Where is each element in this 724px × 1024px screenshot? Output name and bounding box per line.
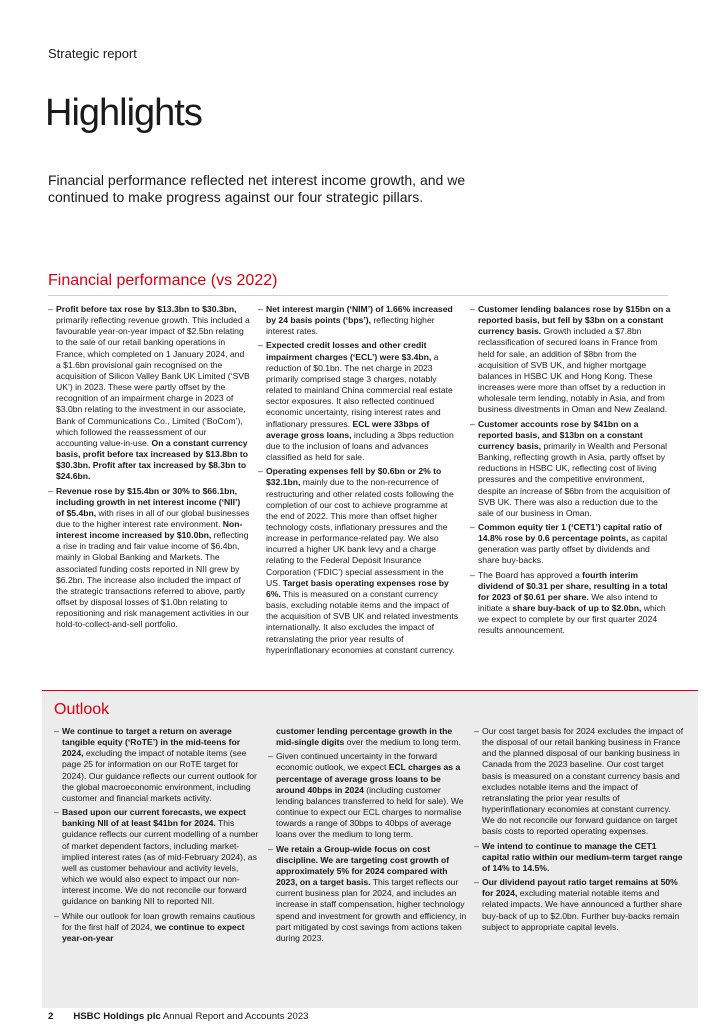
text-run: excluding the impact of notable items (see page 25 for information on our RoTE target for 2024). Our guidance reflects our current outlook for the global macroeconomic environment, including customer and financial markets activity. <box>62 748 257 803</box>
bullet-item <box>474 726 684 838</box>
bold-text-run: Profit before tax rose by $13.3bn to $30.3bn, <box>56 304 237 314</box>
financial-column-2 <box>258 304 460 659</box>
outlook-heading: Outlook <box>54 701 110 718</box>
company-name: HSBC Holdings plc <box>73 1011 161 1022</box>
bold-text-run: fourth interim dividend of $0.31 per share, resulting in a total for 2023 of $0.61 per share. <box>478 569 668 602</box>
text-run: This is measured on a constant currency basis, excluding notable items and the impact of the acquisition of SVB UK and related investments internationally. It also excludes the impact of retranslating the prior year results of hyperinflationary economies at constant currency. <box>266 588 459 655</box>
bullet-item <box>268 751 468 840</box>
bullet-item <box>258 340 460 463</box>
text-run: Our cost target basis for 2024 excludes the impact of the disposal of our retail banking business in France and the planned disposal of our banking business in Canada from the 2023 baseline. Our cost target basis is measured on a constant currency basis and excludes notable items and the impact of retranslating the prior year results of hyperinflationary economies at constant currency. We do not reconcile our forward guidance on target basis costs to reported operating expenses. <box>482 726 684 837</box>
bold-text-run: Net interest margin (‘NIM’) of 1.66% increased by 24 basis points (‘bps’), <box>266 304 453 326</box>
text-run: reflecting higher interest rates. <box>266 315 435 337</box>
bold-text-run: Customer accounts rose by $41bn on a reported basis, and $13bn on a constant currency basis, <box>478 418 643 451</box>
bullet-item <box>474 841 684 874</box>
text-run: over the medium to long term. <box>344 737 461 748</box>
text-run: which we expect to complete by our first quarter 2024 results announcement. <box>478 603 666 636</box>
text-run: mainly due to the non-recurrence of restructuring and other related costs following the completion of our cost to achieve programme at the end of 2022. This more than offset higher technology costs, inflationary pressures and the increase in performance-related pay. We also incurred a higher UK bank levy and a charge relating to the Federal Deposit Insurance Corporation (‘FDIC’) special assessment in the US. <box>266 477 454 588</box>
bold-text-run: Customer lending balances rose by $15bn on a reported basis, but fell by $3bn on a constant currency basis. <box>478 304 671 337</box>
bold-text-run: we continue to expect year-on-year <box>62 921 245 943</box>
outlook-column-2 <box>268 726 468 947</box>
section-divider <box>48 295 668 296</box>
text-run: While our outlook for loan growth remains cautious for the first half of 2024, <box>62 910 255 932</box>
text-run: (including customer lending balances transferred to held for sale). We continue to expect our ECL charges to normalise towards a range of 30bps to 40bps of average loans over the medium to long term. <box>276 784 464 840</box>
bullet-item <box>258 466 460 656</box>
bullet-item <box>470 304 672 416</box>
bold-text-run: We intend to continue to manage the CET1 capital ratio within our medium-term target range of 14% to 14.5%. <box>482 840 683 873</box>
financial-column-1 <box>48 304 250 634</box>
bullet-item <box>470 522 672 567</box>
page-footer <box>48 1011 309 1022</box>
bold-text-run: Target basis operating expenses rose by 6%. <box>266 577 449 599</box>
outlook-continued-text <box>268 726 468 748</box>
section-label: Strategic report <box>48 46 137 61</box>
bullet-item <box>268 844 468 944</box>
bold-text-run: Based upon our current forecasts, we expect banking NII of at least $41bn for 2024. <box>62 807 246 829</box>
report-name: Annual Report and Accounts 2023 <box>160 1011 309 1022</box>
bold-text-run: We continue to target a return on average tangible equity (‘RoTE’) in the mid-teens for 2024, <box>62 726 241 759</box>
bold-text-run: We retain a Group-wide focus on cost discipline. We are targeting cost growth of approximately 5% for 2024 compared with 2023, on a target basis. <box>276 843 450 888</box>
bullet-item <box>470 419 672 519</box>
text-run: The Board has approved a <box>478 569 583 580</box>
bold-text-run: Revenue rose by $15.4bn or 30% to $66.1bn, including growth in net interest income (‘NII’) of $5.4bn, <box>56 485 241 518</box>
bold-text-run: ECL charges as a percentage of average gross loans to be around 40bps in 2024 <box>276 762 461 795</box>
financial-column-3 <box>470 304 672 640</box>
bold-text-run: customer lending percentage growth in the mid-single digits <box>276 726 453 748</box>
text-run: This guidance reflects our current modelling of a number of market dependent factors, including market-implied interest rates (as of mid-February 2024), as well as customer behaviour and activity levels, which we would also expect to impact our non-interest income. We do not reconcile our forward guidance on banking NII to reported NII. <box>62 818 259 907</box>
outlook-top-rule <box>42 690 698 691</box>
bold-text-run: share buy-back of up to $2.0bn, <box>512 603 642 614</box>
bold-text-run: Our dividend payout ratio target remains at 50% for 2024, <box>482 877 678 899</box>
text-run: Growth included a $7.8bn reclassification of secured loans in France from held for sale, an addition of $8bn from the acquisition of SVB UK, and higher mortgage balances in HSBC UK and Hong Kong. These increases were more than offset by a reduction in wholesale term lending, notably in Asia, and from business divestments in Oman and New Zealand. <box>478 326 668 415</box>
bold-text-run: On a constant currency basis, profit before tax increased by $13.8bn to $30.3bn. Profit after tax increased by $8.3bn to $24.6bn. <box>56 437 248 482</box>
lead-paragraph: Financial performance reflected net interest income growth, and we continued to make progress against our four strategic pillars. <box>48 172 466 205</box>
text-run: as capital generation was partly offset by dividends and share buy-backs. <box>478 533 668 566</box>
bold-text-run: Common equity tier 1 (‘CET1’) capital ratio of 14.8% rose by 0.6 percentage points, <box>478 521 662 544</box>
bullet-item <box>54 807 260 907</box>
bold-text-run: Non-interest income increased by $10.0bn, <box>56 518 243 541</box>
bullet-item <box>474 877 684 933</box>
outlook-column-3 <box>474 726 684 936</box>
text-run: This target reflects our current business plan for 2024, and includes an increase in staff compensation, higher technology spend and investment for growth and efficiency, in part mitigated by cost savings from actions taken during 2023. <box>276 877 467 943</box>
text-run: with rises in all of our global businesses due to the higher interest rate environment. <box>56 507 250 529</box>
bullet-item <box>470 570 672 637</box>
outlook-column-1 <box>54 726 260 947</box>
text-run: excluding material notable items and related impacts. We have announced a further share buy-back of up to $2.0bn. Further buy-backs remain subject to appropriate capital levels. <box>482 888 683 932</box>
bold-text-run: Operating expenses fell by $0.6bn or 2% to $32.1bn, <box>266 466 442 488</box>
bold-text-run: ECL were 33bps of average gross loans, <box>266 418 430 440</box>
text-run: primarily in Wealth and Personal Banking, reflecting growth in Asia, partly offset by reductions in HSBC UK, reflecting cost of living pressures and the competitive environment, despite an increase of $6bn from the acquisition of SVB UK. There was also a reduction due to the sale of our business in Oman. <box>478 440 671 518</box>
bullet-item <box>258 304 460 337</box>
text-run: primarily reflecting revenue growth. This included a favourable year-on-year impact of $2.5bn relating to the sale of our retail banking operations in France, which completed on 1 January 2024, and a $1.6bn provisional gain recognised on the acquisition of Silicon Valley Bank UK Limited (‘SVB UK’) in 2023. These were partly offset by the recognition of an impairment charge in 2023 of $3.0bn relating to the investment in our associate, Bank of Communications Co., Limited (‘BoCom’), which followed the reassessment of our accounting value-in-use. <box>56 315 250 448</box>
text-run: We also intend to initiate a <box>478 591 658 614</box>
page-title: Highlights <box>45 92 202 134</box>
financial-performance-heading: Financial performance (vs 2022) <box>48 272 278 289</box>
bullet-item <box>54 726 260 804</box>
text-run: including a 3bps reduction due to the inclusion of loans and advances classified as held for sale. <box>266 429 454 463</box>
bullet-item <box>48 486 250 631</box>
text-run: a reduction of $0.1bn. The net charge in 2023 primarily comprised stage 3 charges, notably related to mainland China commercial real estate sector exposures. It also reflected continued economic uncertainty, rising interest rates and inflationary pressures. <box>266 351 453 429</box>
bullet-item <box>54 911 260 944</box>
bullet-item <box>48 304 250 483</box>
text-run: Given continued uncertainty in the forward economic outlook, we expect <box>276 751 437 773</box>
page-number: 2 <box>48 1011 54 1022</box>
text-run: reflecting a rise in trading and fair value income of $6.4bn, mainly in Global Banking and Markets. The associated funding costs reported in NII grew by $6.2bn. The increase also included the impact of the strategic transactions referred to above, partly offset by disposal losses of $1.0bn relating to repositioning and risk management activities in our hold-to-collect-and-sell portfolio. <box>56 530 249 630</box>
bold-text-run: Expected credit losses and other credit impairment charges (‘ECL’) were $3.4bn, <box>266 340 432 362</box>
